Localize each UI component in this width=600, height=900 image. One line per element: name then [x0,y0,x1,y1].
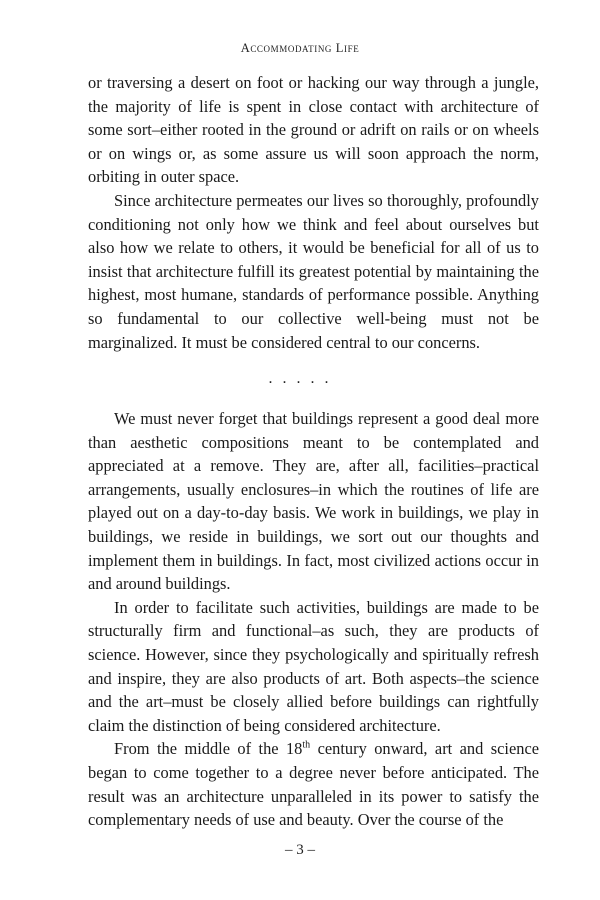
paragraph-text-end: century onward, art and science began to come together to a degree never before anticipated. The result was an architecture unparalleled in its power to satisfy the complementary needs of use and beauty. Over the course of the [88,739,539,830]
text-block-after-divider [88,407,539,832]
paragraph: Since architecture permeates our lives so thoroughly, profoundly conditioning not only how we think and feel about ourselves but also how we relate to others, it would be beneficial for all of us to insist that architecture fulfill its greatest potential by maintaining the highest, most humane, standards of performance possible. Anything so fundamental to our collective well-being must not be marginalized. It must be considered central to our concerns. [88,190,539,352]
text-block-before-divider [88,71,539,354]
page-number: – 3 – [285,842,315,858]
running-head: Accommodating Life [240,41,360,55]
paragraph-text-start: From the middle of the 18 [114,739,303,759]
section-divider-dots: . . . . . [268,370,332,387]
ordinal-superscript: th [302,739,311,751]
paragraph: We must never forget that buildings represent a good deal more than aesthetic compositions meant to be contemplated and appreciated at a remove. They are, after all, facilities–practical arrangements, usually enclosures–in which the routines of life are played out on a day-to-day basis. We work in buildings, we play in buildings, we reside in buildings, we sort out our thoughts and implement them in buildings. In fact, most civilized actions occur in and around buildings. [88,409,539,594]
paragraph: In order to facilitate such activities, buildings are made to be structurally firm and functional–as such, they are products of science. However, since they psychologically and spiritually refresh and inspire, they are also products of art. Both aspects–the science and the art–must be closely allied before buildings can rightfully claim the distinction of being considered architecture. [88,597,539,735]
paragraph-continued: or traversing a desert on foot or hacking our way through a jungle, the majority of life is spent in close contact with architecture of some sort–either rooted in the ground or adrift on rails or on wheels or on wings or, as some assure us will soon approach the norm, orbiting in outer space. [88,73,539,187]
paragraph-with-superscript [88,737,539,831]
